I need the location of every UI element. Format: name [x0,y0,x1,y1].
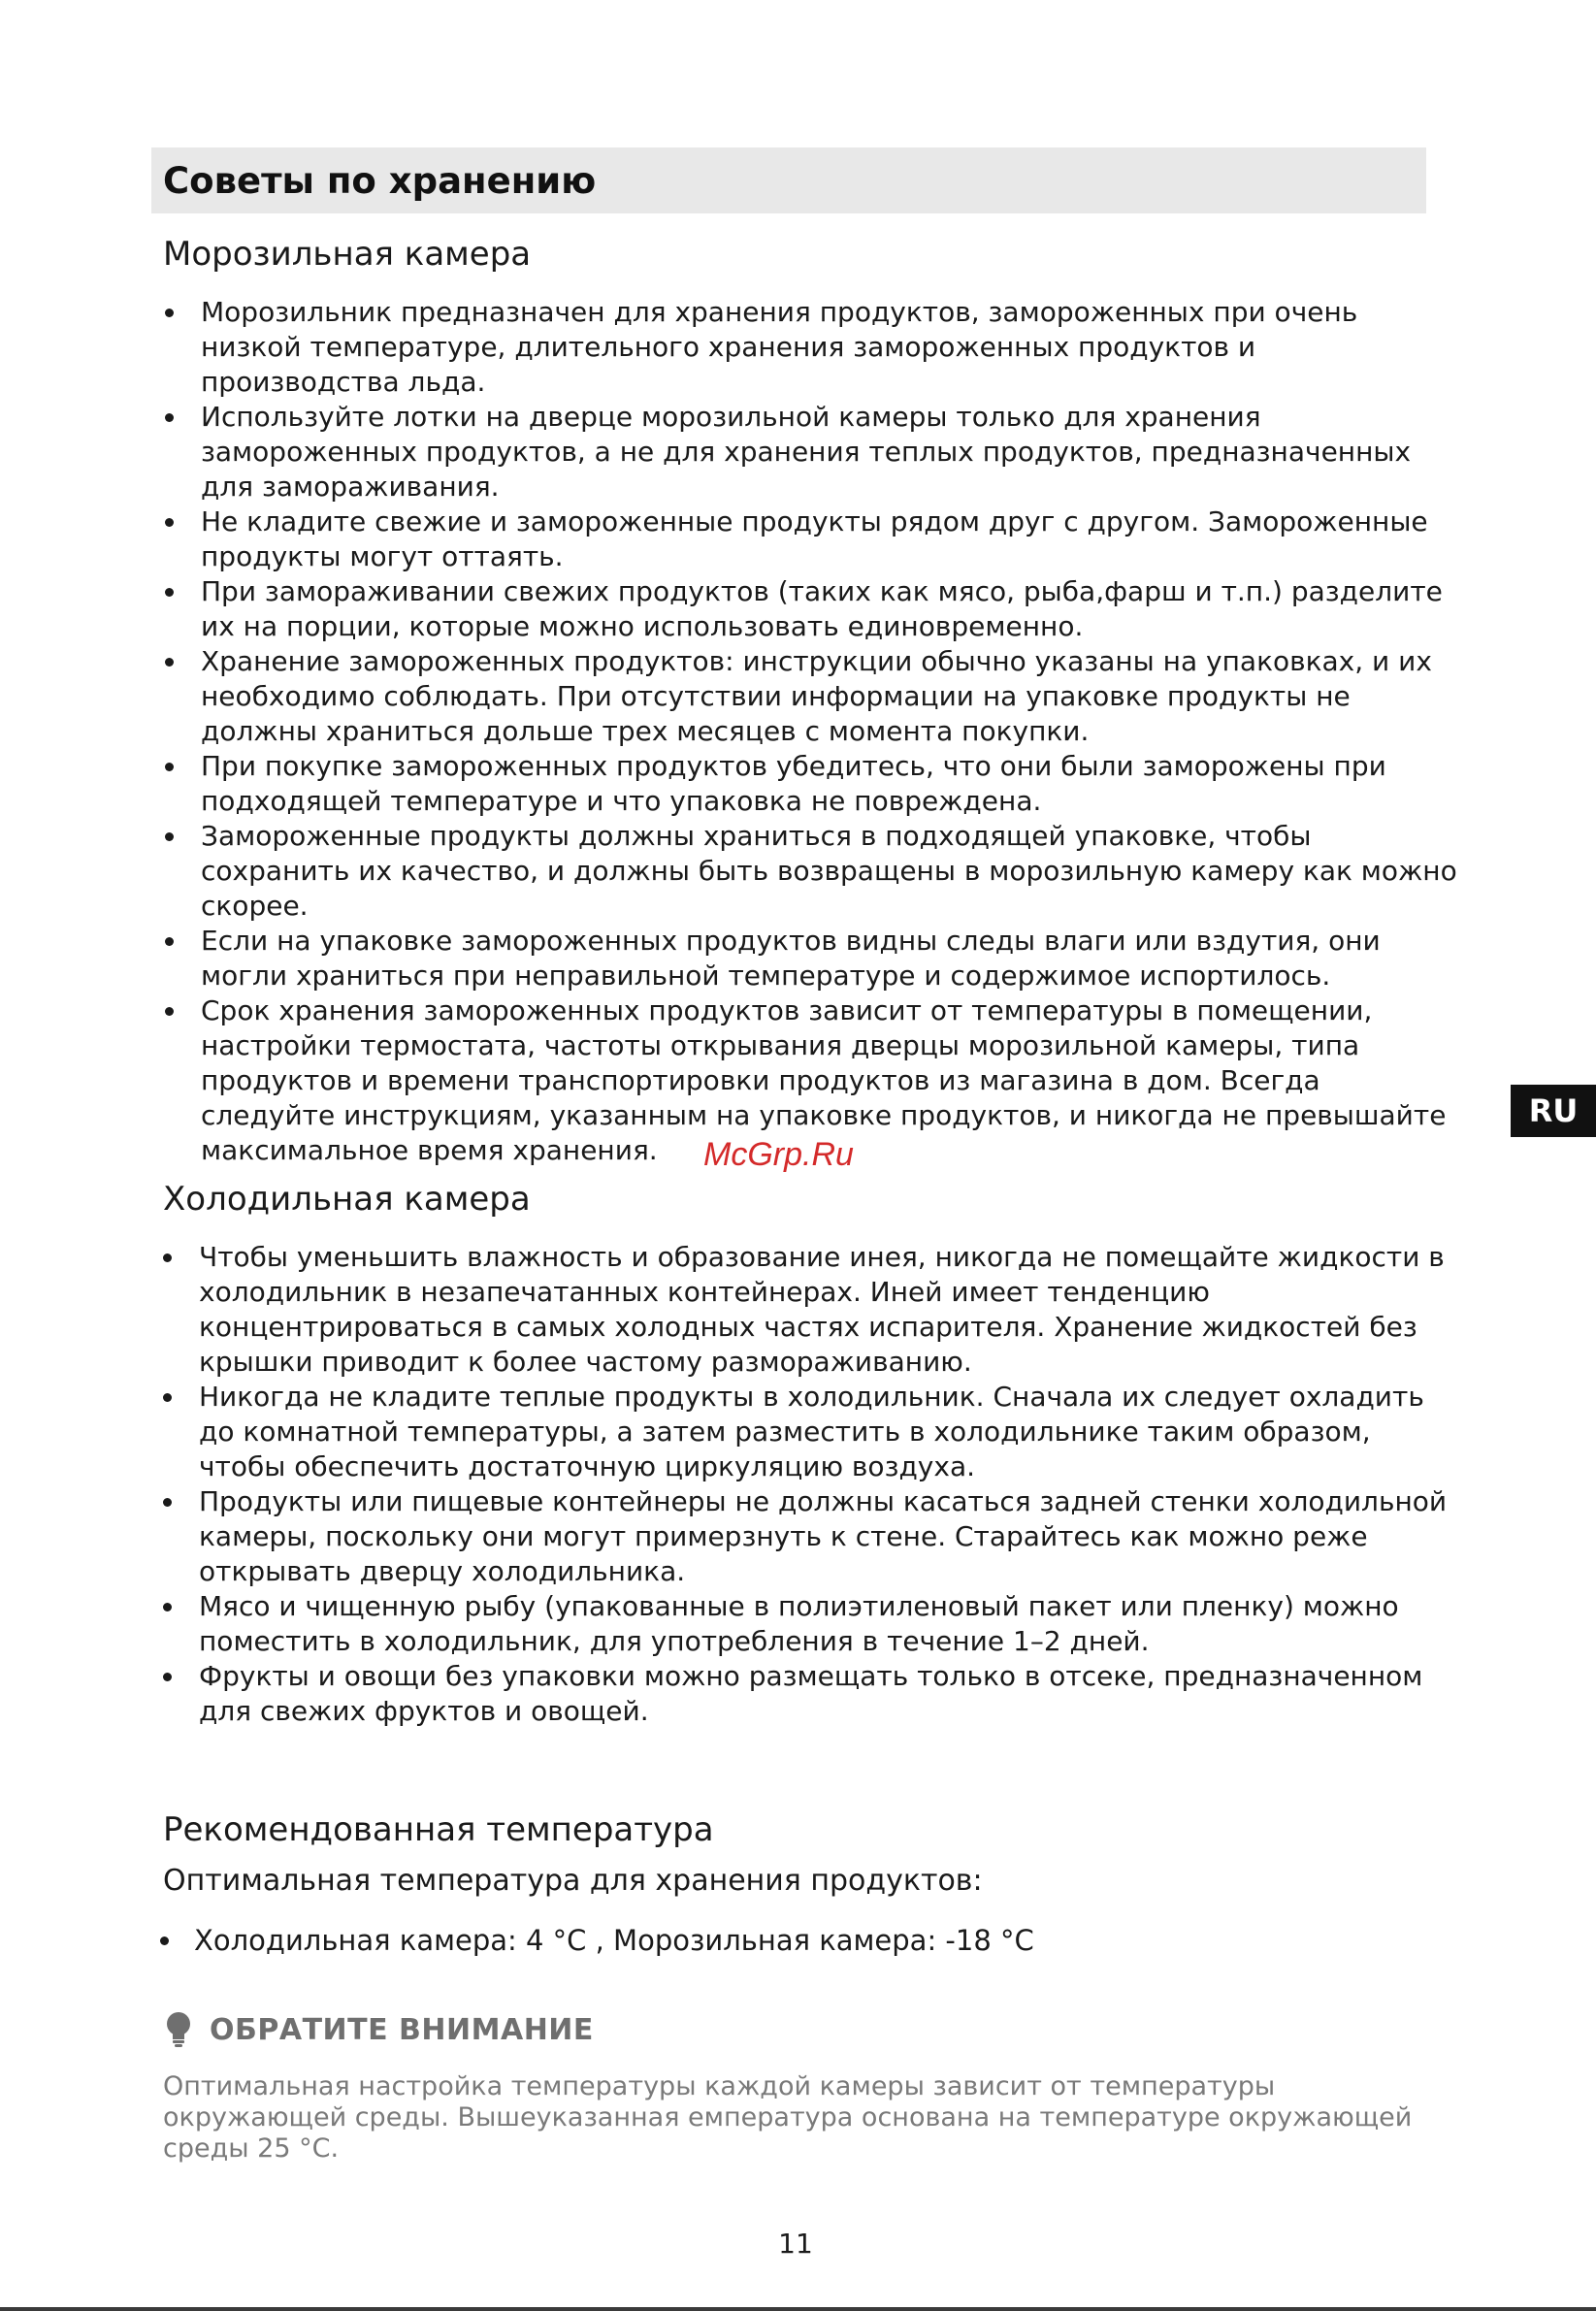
list-item: Чтобы уменьшить влажность и образование инея, никогда не помещайте жидкости в холодильник в незапечатанных контейнерах. Иней имеет тенденцию концентрироваться в самых холодных частях испарителя. Хранение жидкостей без крышки приводит к более частому размораживанию. [199,1240,1460,1380]
list-item: Продукты или пищевые контейнеры не должны касаться задней стенки холодильной камеры, поскольку они могут примерзнуть к стене. Старайтесь как можно реже открывать дверцу холодильника. [199,1484,1460,1589]
language-tab: RU [1511,1085,1596,1137]
note-header [163,2010,594,2049]
list-item: Холодильная камера: 4 °С , Морозильная камера: -18 °С [194,1923,1358,1958]
list-item: При замораживании свежих продуктов (таких как мясо, рыба,фарш и т.п.) разделите их на порции, которые можно использовать единовременно. [201,574,1462,644]
list-item: Хранение замороженных продуктов: инструкции обычно указаны на упаковках, и их необходимо соблюдать. При отсутствии информации на упаковке продукты не должны храниться дольше трех месяцев с момента покупки. [201,644,1462,749]
list-item: Используйте лотки на дверце морозильной камеры только для хранения замороженных продуктов, а не для хранения теплых продуктов, предназначенных для замораживания. [201,400,1462,505]
bottom-divider [0,2307,1596,2311]
fridge-heading: Холодильная камера [163,1180,531,1219]
note-text: Оптимальная настройка температуры каждой камеры зависит от температуры окружающей среды. Вышеуказанная емпература основана на температуре окружающей среды 25 °С. [163,2071,1413,2164]
freezer-tips-list [201,295,1462,1168]
list-item: Мясо и чищенную рыбу (упакованные в полиэтиленовый пакет или пленку) можно поместить в холодильник, для употребления в течение 1–2 дней. [199,1589,1460,1659]
freezer-heading: Морозильная камера [163,235,532,274]
list-item: Срок хранения замороженных продуктов зависит от температуры в помещении, настройки термостата, частоты открывания дверцы морозильной камеры, типа продуктов и времени транспортировки продуктов из магазина в дом. Всегда следуйте инструкциям, указанным на упаковке продуктов, и никогда не превышайте максимальное время хранения. [201,993,1462,1168]
page-number: 11 [778,2228,813,2260]
temperature-heading: Рекомендованная температура [163,1810,714,1849]
list-item: Фрукты и овощи без упаковки можно размещать только в отсеке, предназначенном для свежих фруктов и овощей. [199,1659,1460,1729]
list-item: Если на упаковке замороженных продуктов видны следы влаги или вздутия, они могли храниться при неправильной температуре и содержимое испортилось. [201,924,1462,993]
temperature-list [194,1923,1358,1958]
watermark: McGrp.Ru [703,1136,854,1173]
list-item: При покупке замороженных продуктов убедитесь, что они были заморожены при подходящей температуре и что упаковка не повреждена. [201,749,1462,819]
list-item: Замороженные продукты должны храниться в подходящей упаковке, чтобы сохранить их качество, и должны быть возвращены в морозильную камеру как можно скорее. [201,819,1462,924]
page-title: Советы по хранению [163,159,597,202]
list-item: Не кладите свежие и замороженные продукты рядом друг с другом. Замороженные продукты могут оттаять. [201,505,1462,574]
fridge-tips-list [199,1240,1460,1729]
lightbulb-icon [163,2010,194,2049]
list-item: Морозильник предназначен для хранения продуктов, замороженных при очень низкой температуре, длительного хранения замороженных продуктов и производства льда. [201,295,1462,400]
temperature-intro: Оптимальная температура для хранения продуктов: [163,1864,983,1898]
page-title-bar [151,147,1426,213]
note-title: ОБРАТИТЕ ВНИМАНИЕ [210,2012,594,2047]
list-item: Никогда не кладите теплые продукты в холодильник. Сначала их следует охладить до комнатной температуры, а затем разместить в холодильнике таким образом, чтобы обеспечить достаточную циркуляцию воздуха. [199,1380,1460,1484]
